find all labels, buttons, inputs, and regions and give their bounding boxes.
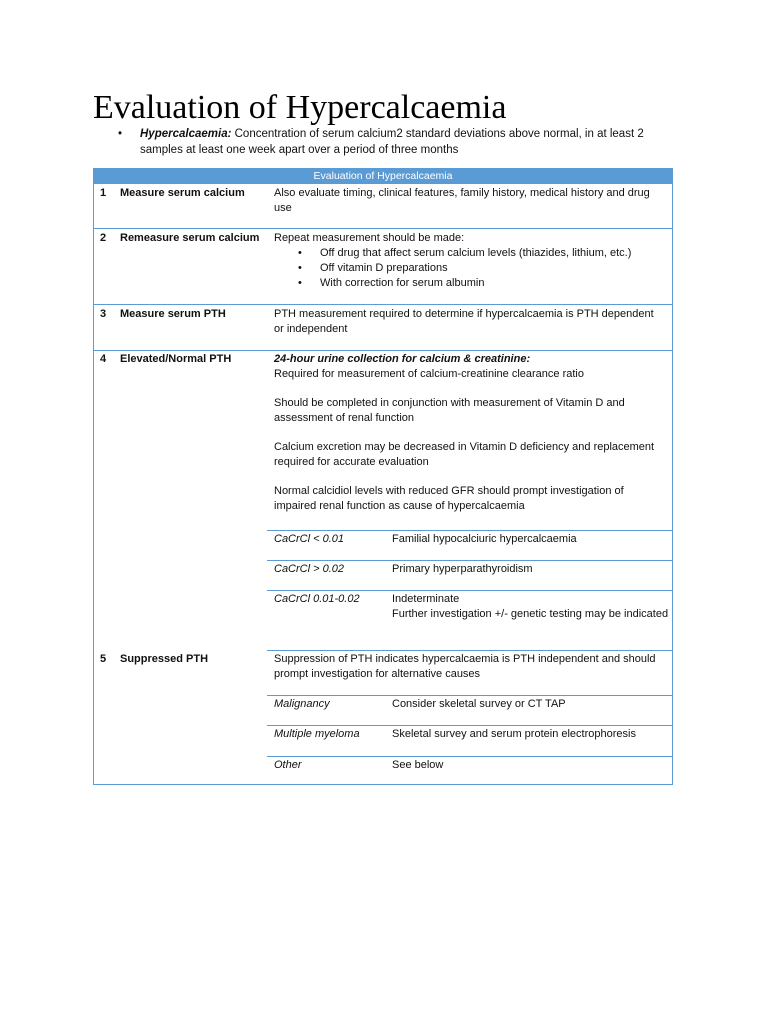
row-4-step: Elevated/Normal PTH	[120, 353, 232, 365]
sub-row-divider	[267, 560, 672, 561]
list-item: • Off drug that affect serum calcium levels (thiazides, lithium, etc.)	[274, 246, 666, 261]
row-2-step: Remeasure serum calcium	[120, 232, 260, 244]
sub-key: Other	[274, 759, 302, 771]
sub-key: CaCrCl 0.01-0.02	[274, 593, 360, 605]
row-2-description	[274, 231, 666, 291]
row-3-number: 3	[100, 308, 107, 320]
row-2-intro: Repeat measurement should be made:	[274, 232, 465, 244]
row-4-heading: 24-hour urine collection for calcium & creatinine:	[274, 353, 531, 365]
definition-bullet	[118, 126, 678, 158]
row-4-paragraph: Normal calcidiol levels with reduced GFR should prompt investigation of impaired renal function as cause of hypercalcaemia	[274, 485, 624, 512]
row-divider	[94, 350, 672, 351]
sub-value-line: Further investigation +/- genetic testing may be indicated	[392, 608, 669, 620]
bullet-icon: •	[118, 128, 123, 140]
sub-row-divider	[267, 756, 672, 757]
sub-value	[392, 592, 672, 622]
row-2-bullet-list	[274, 246, 666, 291]
sub-row-divider	[267, 590, 672, 591]
row-4-number: 4	[100, 353, 107, 365]
row-divider	[94, 228, 672, 229]
row-1-description: Also evaluate timing, clinical features, family history, medical history and drug use	[274, 187, 650, 214]
definition-body: Concentration of serum calcium2 standard deviations above normal, in at least 2 samples at least one week apart over a period of three months	[140, 128, 644, 156]
definition-text	[140, 126, 678, 158]
sub-row-divider	[267, 725, 672, 726]
list-item: • With correction for serum albumin	[274, 276, 666, 291]
sub-key: Multiple myeloma	[274, 728, 360, 740]
sub-row-divider	[267, 695, 672, 696]
row-4-paragraph: Required for measurement of calcium-creatinine clearance ratio	[274, 368, 584, 380]
sub-key: CaCrCl > 0.02	[274, 563, 345, 575]
row-5-description: Suppression of PTH indicates hypercalcaemia is PTH independent and should prompt investigation for alternative causes	[274, 653, 656, 680]
row-3-description: PTH measurement required to determine if hypercalcaemia is PTH dependent or independent	[274, 308, 654, 335]
row-4-paragraph: Calcium excretion may be decreased in Vitamin D deficiency and replacement required for accurate evaluation	[274, 441, 655, 468]
row-3-step: Measure serum PTH	[120, 308, 226, 320]
row-divider	[94, 304, 672, 305]
evaluation-table	[93, 168, 673, 785]
sub-key: Malignancy	[274, 698, 330, 710]
sub-row-divider	[267, 530, 672, 531]
row-5-number: 5	[100, 653, 107, 665]
sub-value: Primary hyperparathyroidism	[392, 563, 533, 575]
row-1-number: 1	[100, 187, 107, 199]
sub-value: Skeletal survey and serum protein electrophoresis	[392, 728, 636, 740]
sub-value: Familial hypocalciuric hypercalcaemia	[392, 533, 577, 545]
row-5-step: Suppressed PTH	[120, 653, 209, 665]
row-4-paragraph: Should be completed in conjunction with measurement of Vitamin D and assessment of renal function	[274, 397, 625, 424]
sub-value: Consider skeletal survey or CT TAP	[392, 698, 566, 710]
table-header: Evaluation of Hypercalcaemia	[94, 169, 672, 184]
row-4-description	[274, 352, 666, 528]
sub-row-divider	[267, 650, 672, 651]
page-title: Evaluation of Hypercalcaemia	[93, 89, 507, 126]
sub-key: CaCrCl < 0.01	[274, 533, 345, 545]
definition-term: Hypercalcaemia:	[140, 128, 232, 140]
sub-value: See below	[392, 759, 444, 771]
row-2-number: 2	[100, 232, 107, 244]
row-1-step: Measure serum calcium	[120, 187, 245, 199]
sub-value-line: Indeterminate	[392, 593, 460, 605]
list-item: • Off vitamin D preparations	[274, 261, 666, 276]
